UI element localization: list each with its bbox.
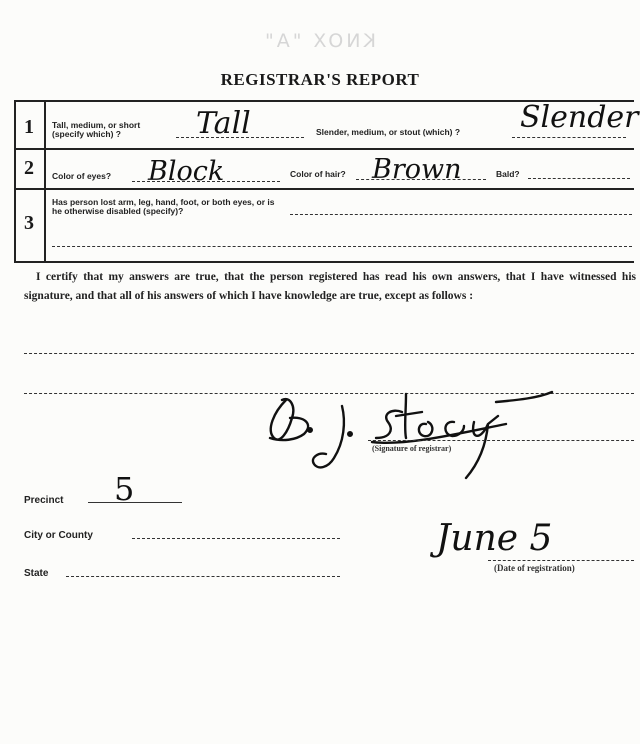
row-divider-2 [14,188,634,190]
disability-line-1 [290,214,632,215]
eye-color-value: Block [148,156,225,187]
state-label: State [24,568,49,579]
city-county-line [132,538,340,539]
page-title: REGISTRAR'S REPORT [220,70,420,89]
eye-color-label: Color of eyes? [52,171,112,181]
bottom-rule [14,261,634,263]
build-line [512,137,626,138]
city-county-label: City or County [24,530,93,541]
exceptions-line-1 [24,353,634,354]
build-value: Slender [520,100,639,135]
certification-text: I certify that my answers are true, that the person registered has read his own answers, that I have witnessed his signature, and that all of his answers of which I have knowledge are true, except as follows : [24,271,636,302]
bald-line [528,178,630,179]
build-height-label: Tall, medium, or short (specify which) ? [52,120,141,139]
registrar-signature [256,372,556,482]
number-column-rule [44,100,46,262]
reverse-stamp: KNOX "A" [262,30,376,52]
precinct-label: Precinct [24,495,64,506]
precinct-value: 5 [114,470,135,508]
build-label: Slender, medium, or stout (which) ? [316,127,461,137]
state-line [66,576,340,577]
bald-label: Bald? [496,169,520,179]
date-value: June 5 [436,518,553,559]
signature-caption: (Signature of registrar) [372,444,452,453]
left-border [14,100,16,262]
hair-color-value: Brown [372,154,462,185]
date-line [488,560,634,561]
row-number-3: 3 [24,212,34,234]
row-number-1: 1 [24,116,34,138]
signature-line [368,440,634,441]
disability-line-2 [52,246,632,247]
disability-label: Has person lost arm, leg, hand, foot, or both eyes, or is he otherwise disabled (specify)? [52,197,275,216]
row-divider-1 [14,148,634,150]
date-caption: (Date of registration) [494,563,575,573]
height-value: Tall [196,106,251,141]
hair-color-label: Color of hair? [290,169,346,179]
row-number-2: 2 [24,157,34,179]
precinct-line [88,502,182,503]
